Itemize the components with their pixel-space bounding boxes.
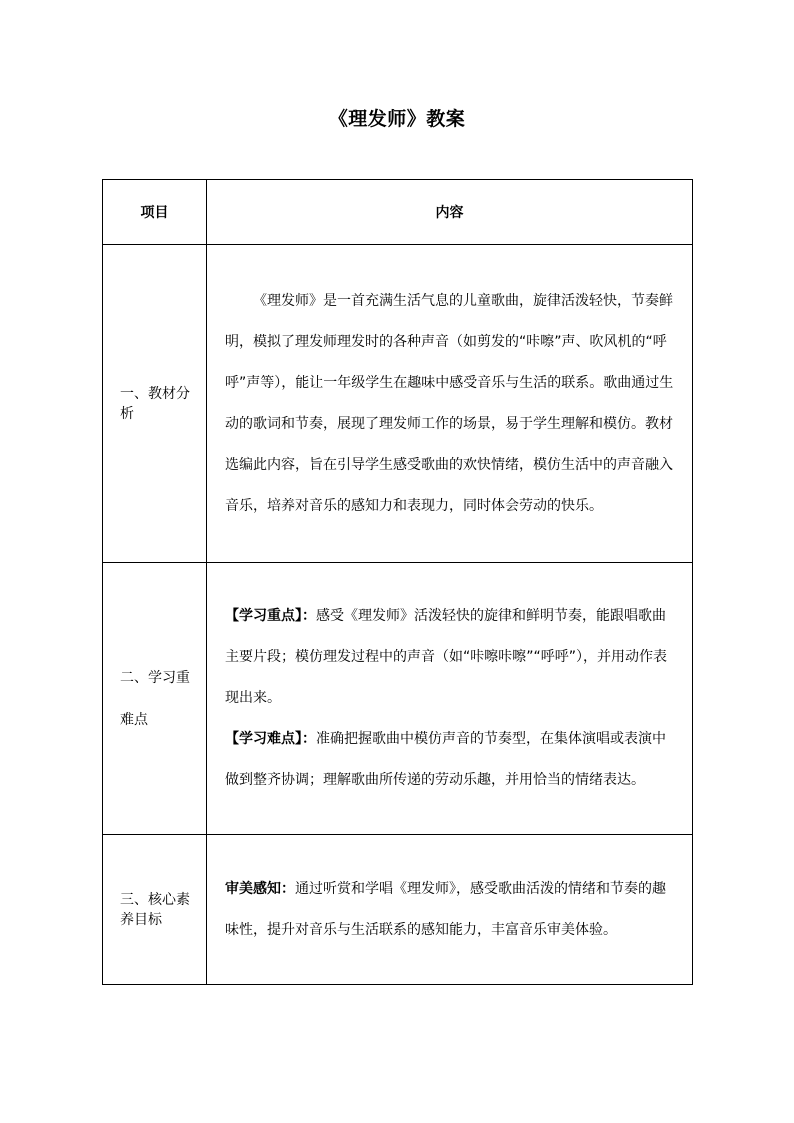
paragraph <box>225 869 674 951</box>
item-cell-textbook-analysis: 一、教材分析 <box>103 245 207 563</box>
header-content: 内容 <box>207 180 693 245</box>
paragraph-label: 审美感知： <box>225 880 295 897</box>
paragraph-difficult-point <box>225 719 674 801</box>
item-cell-core-literacy-goals: 三、核心素养目标 <box>103 835 207 985</box>
paragraph-text: 《理发师》是一首充满生活气息的儿童歌曲，旋律活泼轻快，节奏鲜明，模拟了理发师理发时的各种声音（如剪发的“咔嚓”声、吹风机的“呼呼”声等），能让一年级学生在趣味中感受音乐与生活的联系。歌曲通过生动的歌词和节奏，展现了理发师工作的场景，易于学生理解和模仿。教材选编此内容，旨在引导学生感受歌曲的欢快情绪，模仿生活中的声音融入音乐，培养对音乐的感知力和表现力，同时体会劳动的快乐。 <box>225 292 674 514</box>
paragraph-label: 【学习重点】： <box>225 608 316 624</box>
table-header-row <box>103 180 693 245</box>
item-cell-key-difficult-points: 二、学习重难点 <box>103 563 207 835</box>
paragraph-text: 通过听赏和学唱《理发师》，感受歌曲活泼的情绪和节奏的趣味性，提升对音乐与生活联系的感知能力，丰富音乐审美体验。 <box>225 880 666 938</box>
paragraph-text: 感受《理发师》活泼轻快的旋律和鲜明节奏，能跟唱歌曲主要片段；模仿理发过程中的声音（如“咔嚓咔嚓”“呼呼”），并用动作表现出来。 <box>225 608 668 706</box>
content-cell-core-literacy-goals <box>207 835 693 985</box>
paragraph <box>225 281 674 527</box>
content-cell-textbook-analysis <box>207 245 693 563</box>
table-row <box>103 835 693 985</box>
content-cell-key-difficult-points <box>207 563 693 835</box>
header-item: 项目 <box>103 180 207 245</box>
paragraph-text: 准确把握歌曲中模仿声音的节奏型，在集体演唱或表演中做到整齐协调；理解歌曲所传递的劳动乐趣，并用恰当的情绪表达。 <box>225 731 666 788</box>
paragraph-key-point <box>225 596 674 719</box>
document-title: 《理发师》教案 <box>328 108 466 130</box>
table-row <box>103 245 693 563</box>
lesson-plan-table <box>102 179 693 985</box>
table-row <box>103 563 693 835</box>
paragraph-label: 【学习难点】： <box>225 731 316 747</box>
